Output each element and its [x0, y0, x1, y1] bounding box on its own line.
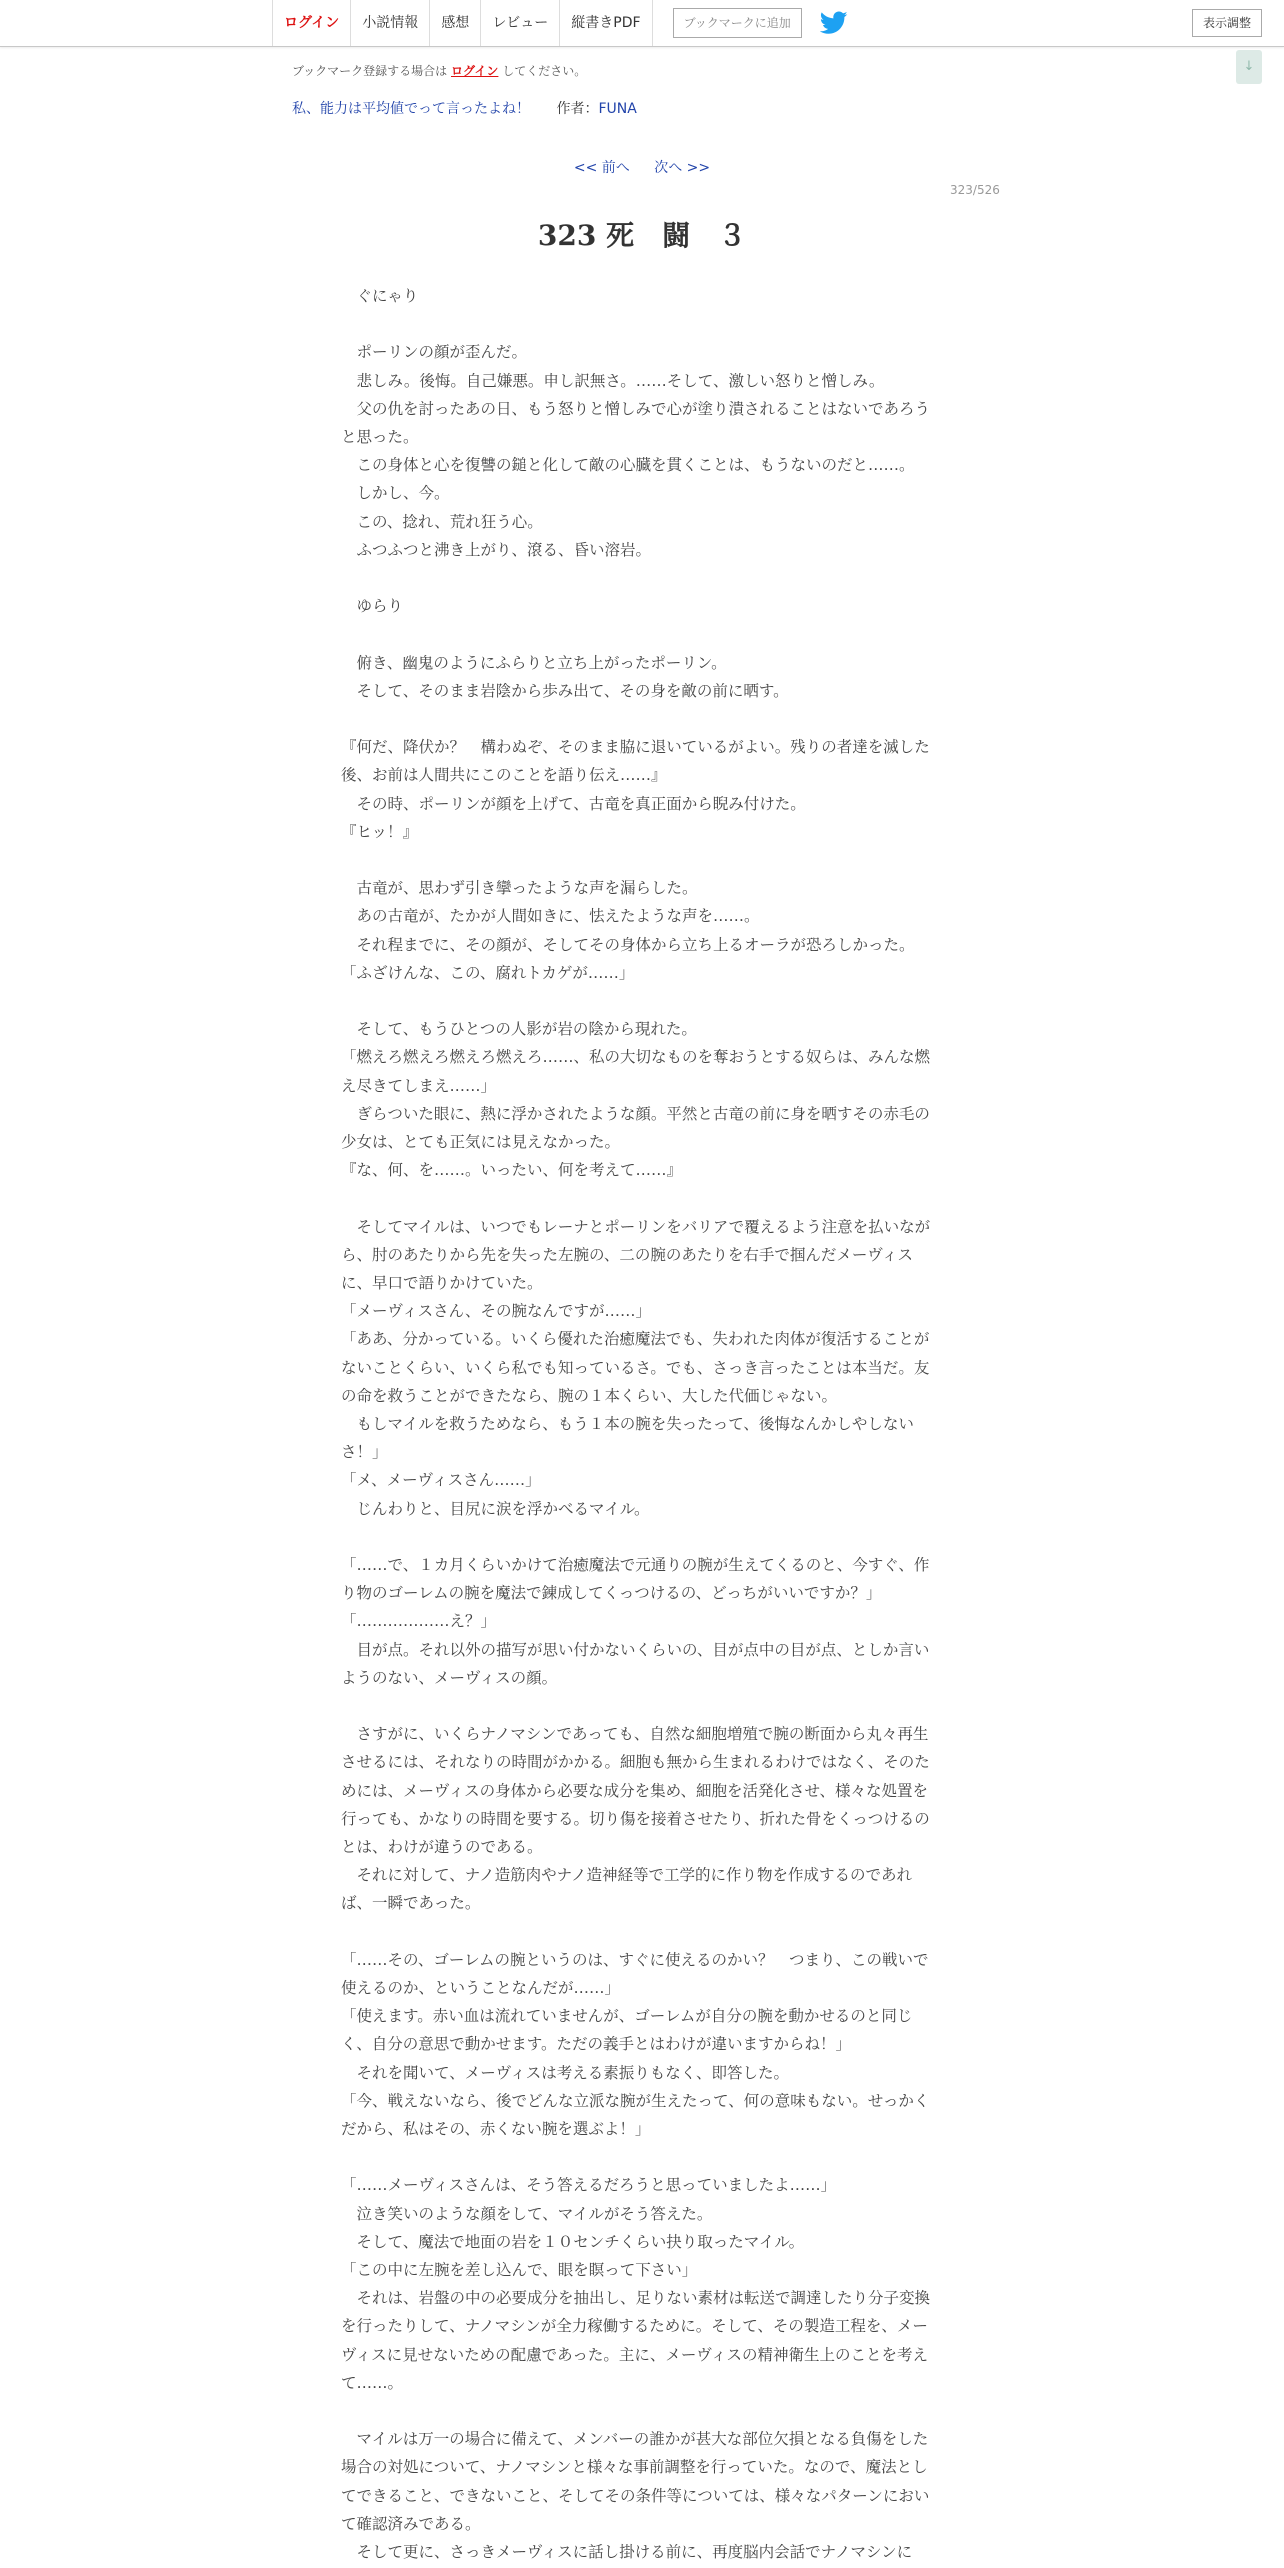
- body-line: ふつふつと沸き上がり、滾る、昏い溶岩。: [341, 540, 652, 559]
- body-line: それは、岩盤の中の必要成分を抽出し、足りない素材は転送で調達したり分子変換を行ったりして、ナノマシンが全力稼働するために。そして、その製造工程を、メーヴィスに見せないための配慮であった。主に、メーヴィスの精神衛生上のことを考えて……。: [341, 2289, 931, 2392]
- header-nav: [272, 0, 848, 46]
- twitter-icon[interactable]: [820, 11, 848, 35]
- body-line: 『な、何、を……。いったい、何を考えて……』: [341, 1161, 683, 1180]
- body-line: 『何だ、降伏か？ 構わぬぞ、そのまま脇に退いているがよい。残りの者達を滅した後、お前は人間共にこのことを語り伝え……』: [341, 738, 930, 785]
- bookmark-notice: [292, 62, 586, 79]
- body-line: 「燃えろ燃えろ燃えろ燃えろ……、私の大切なものを奪おうとする奴らは、みんな燃え尽きてしまえ……」: [341, 1048, 931, 1095]
- body-line: [341, 705, 935, 733]
- nav-impressions[interactable]: 感想: [430, 0, 481, 46]
- body-line: もしマイルを救うためなら、もう１本の腕を失ったって、後悔なんかしやしないさ！」: [341, 1415, 914, 1462]
- body-line: 「この中に左腕を差し込んで、眼を瞑って下さい」: [341, 2261, 698, 2280]
- body-line: 「………………え？」: [341, 1612, 497, 1631]
- body-line: [341, 1523, 935, 1551]
- body-line: [341, 987, 935, 1015]
- body-line: [341, 2143, 935, 2171]
- chapter-pager: [0, 157, 1284, 177]
- body-line: 悲しみ。後悔。自己嫌悪。申し訳無さ。……そして、激しい怒りと憎しみ。: [341, 371, 885, 390]
- body-line: その時、ポーリンが顔を上げて、古竜を真正面から睨み付けた。: [341, 794, 806, 813]
- bookmark-notice-login-link[interactable]: ログイン: [451, 64, 499, 78]
- body-line: そして、もうひとつの人影が岩の陰から現れた。: [341, 1020, 697, 1039]
- body-line: ポーリンの顔が歪んだ。: [341, 343, 528, 362]
- body-line: しかし、今。: [341, 484, 450, 503]
- body-line: そして、そのまま岩陰から歩み出て、その身を敵の前に晒す。: [341, 681, 789, 700]
- body-line: そして、魔法で地面の岩を１０センチくらい抉り取ったマイル。: [341, 2232, 805, 2251]
- body-line: じんわりと、目尻に涙を浮かべるマイル。: [341, 1499, 650, 1518]
- body-line: 「今、戦えないなら、後でどんな立派な腕が生えたって、何の意味もない。せっかくだから、私はその、赤くない腕を選ぶよ！」: [341, 2091, 930, 2139]
- body-line: この身体と心を復讐の鎚と化して敵の心臓を貫くことは、もうないのだと……。: [341, 456, 915, 475]
- arrow-down-icon: ↓: [1243, 59, 1255, 74]
- body-line: [341, 1692, 935, 1720]
- nav-vertical-pdf[interactable]: 縦書きPDF: [560, 0, 652, 46]
- novel-title-link[interactable]: 私、能力は平均値でって言ったよね！: [292, 101, 530, 117]
- body-line: [341, 846, 935, 874]
- body-line: [341, 1184, 935, 1212]
- body-line: [341, 564, 935, 592]
- chapter-title: 323 死 闘 ３: [537, 219, 747, 252]
- body-line: 古竜が、思わず引き攣ったような声を漏らした。: [341, 879, 698, 898]
- body-line: 「メーヴィスさん、その腕なんですが……」: [341, 1302, 652, 1321]
- body-line: 俯き、幽鬼のようにふらりと立ち上がったポーリン。: [341, 653, 727, 672]
- chapter-body: [341, 282, 935, 2566]
- body-line: 父の仇を討ったあの日、もう怒りと憎しみで心が塗り潰されることはないであろうと思った。: [341, 399, 931, 446]
- body-line: さすがに、いくらナノマシンであっても、自然な細胞増殖で腕の断面から丸々再生させるには、それなりの時間がかかる。細胞も無から生まれるわけではなく、そのためには、メーヴィスの身体から必要な成分を集め、細胞を活発化させ、様々な処置を行っても、かなりの時間を要する。切り傷を接着させたり、折れた骨をくっつけるのとは、わけが違うのである。: [341, 1725, 930, 1857]
- body-line: それを聞いて、メーヴィスは考える素振りもなく、即答した。: [341, 2063, 789, 2082]
- body-line: 「メ、メーヴィスさん……」: [341, 1471, 541, 1490]
- body-line: 目が点。それ以外の描写が思い付かないくらいの、目が点中の目が点、としか言いようのない、メーヴィスの顔。: [341, 1640, 930, 1687]
- body-line: 「使えます。赤い血は流れていませんが、ゴーレムが自分の腕を動かせるのと同じく、自分の意思で動かせます。ただの義手とはわけが違いますからね！」: [341, 2007, 913, 2054]
- body-line: [341, 2397, 935, 2425]
- prev-chapter-link[interactable]: << 前へ: [573, 160, 630, 176]
- body-line: ゆらり: [341, 597, 404, 616]
- nav-login[interactable]: ログイン: [273, 0, 351, 46]
- body-line: あの古竜が、たかが人間如きに、怯えたような声を……。: [341, 907, 760, 926]
- body-line: そしてマイルは、いつでもレーナとポーリンをバリアで覆えるよう注意を払いながら、肘のあたりから先を失った左腕の、二の腕のあたりを右手で掴んだメーヴィスに、早口で語りかけていた。: [341, 1217, 931, 1292]
- bookmark-notice-suffix: してください。: [502, 64, 587, 78]
- body-line: [341, 1918, 935, 1946]
- novel-meta: [292, 98, 637, 118]
- body-line: [341, 620, 935, 648]
- body-line: [341, 310, 935, 338]
- body-line: 「ふざけんな、この、腐れトカゲが……」: [341, 963, 635, 982]
- body-line: それに対して、ナノ造筋肉やナノ造神経等で工学的に作り物を作成するのであれば、一瞬であった。: [341, 1866, 913, 1913]
- top-header: [0, 0, 1284, 47]
- body-line: 『ヒッ！』: [341, 822, 419, 841]
- body-line: 泣き笑いのような顔をして、マイルがそう答えた。: [341, 2204, 713, 2223]
- nav-review[interactable]: レビュー: [481, 0, 560, 46]
- body-line: 「……メーヴィスさんは、そう答えるだろうと思っていましたよ……」: [341, 2176, 837, 2195]
- bookmark-notice-prefix: ブックマーク登録する場合は: [292, 64, 448, 78]
- body-line: 「ああ、分かっている。いくら優れた治癒魔法でも、失われた肉体が復活することがないことくらい、いくら私でも知っているさ。でも、さっき言ったことは本当だ。友の命を救うことができたなら、腕の１本くらい、大した代価じゃない。: [341, 1330, 930, 1405]
- body-line: それ程までに、その顔が、そしてその身体から立ち上るオーラが恐ろしかった。: [341, 935, 915, 954]
- body-line: マイルは万一の場合に備えて、メンバーの誰かが甚大な部位欠損となる負傷をした場合の対処について、ナノマシンと様々な事前調整を行っていた。なので、魔法としてできること、できないこと、そしてその条件等については、様々なパターンにおいて確認済みである。: [341, 2430, 930, 2533]
- body-line: 「……その、ゴーレムの腕というのは、すぐに使えるのかい？ つまり、この戦いで使えるのか、ということなんだが……」: [341, 1950, 929, 1998]
- body-line: ぎらついた眼に、熱に浮かされたような顔。平然と古竜の前に身を晒すその赤毛の少女は、とても正気には見えなかった。: [341, 1104, 930, 1151]
- nav-novel-info[interactable]: 小説情報: [351, 0, 430, 46]
- chapter-counter: 323/526: [950, 183, 1000, 197]
- next-chapter-link[interactable]: 次へ >>: [654, 160, 711, 176]
- add-bookmark-button[interactable]: ブックマークに追加: [673, 8, 802, 38]
- author-label: 作者：: [556, 101, 599, 117]
- body-line: 「……で、１カ月くらいかけて治癒魔法で元通りの腕が生えてくるのと、今すぐ、作り物のゴーレムの腕を魔法で錬成してくっつけるの、どっちがいいですか？」: [341, 1556, 930, 1603]
- body-line: ぐにゃり: [341, 287, 419, 305]
- scroll-down-button[interactable]: [1236, 50, 1262, 84]
- body-line: そして更に、さっきメーヴィスに話し掛ける前に、再度脳内会話でナノマシンに: [341, 2543, 913, 2562]
- author-link[interactable]: FUNA: [598, 101, 637, 117]
- body-line: この、捻れ、荒れ狂う心。: [341, 512, 543, 531]
- display-settings-button[interactable]: 表示調整: [1192, 9, 1262, 37]
